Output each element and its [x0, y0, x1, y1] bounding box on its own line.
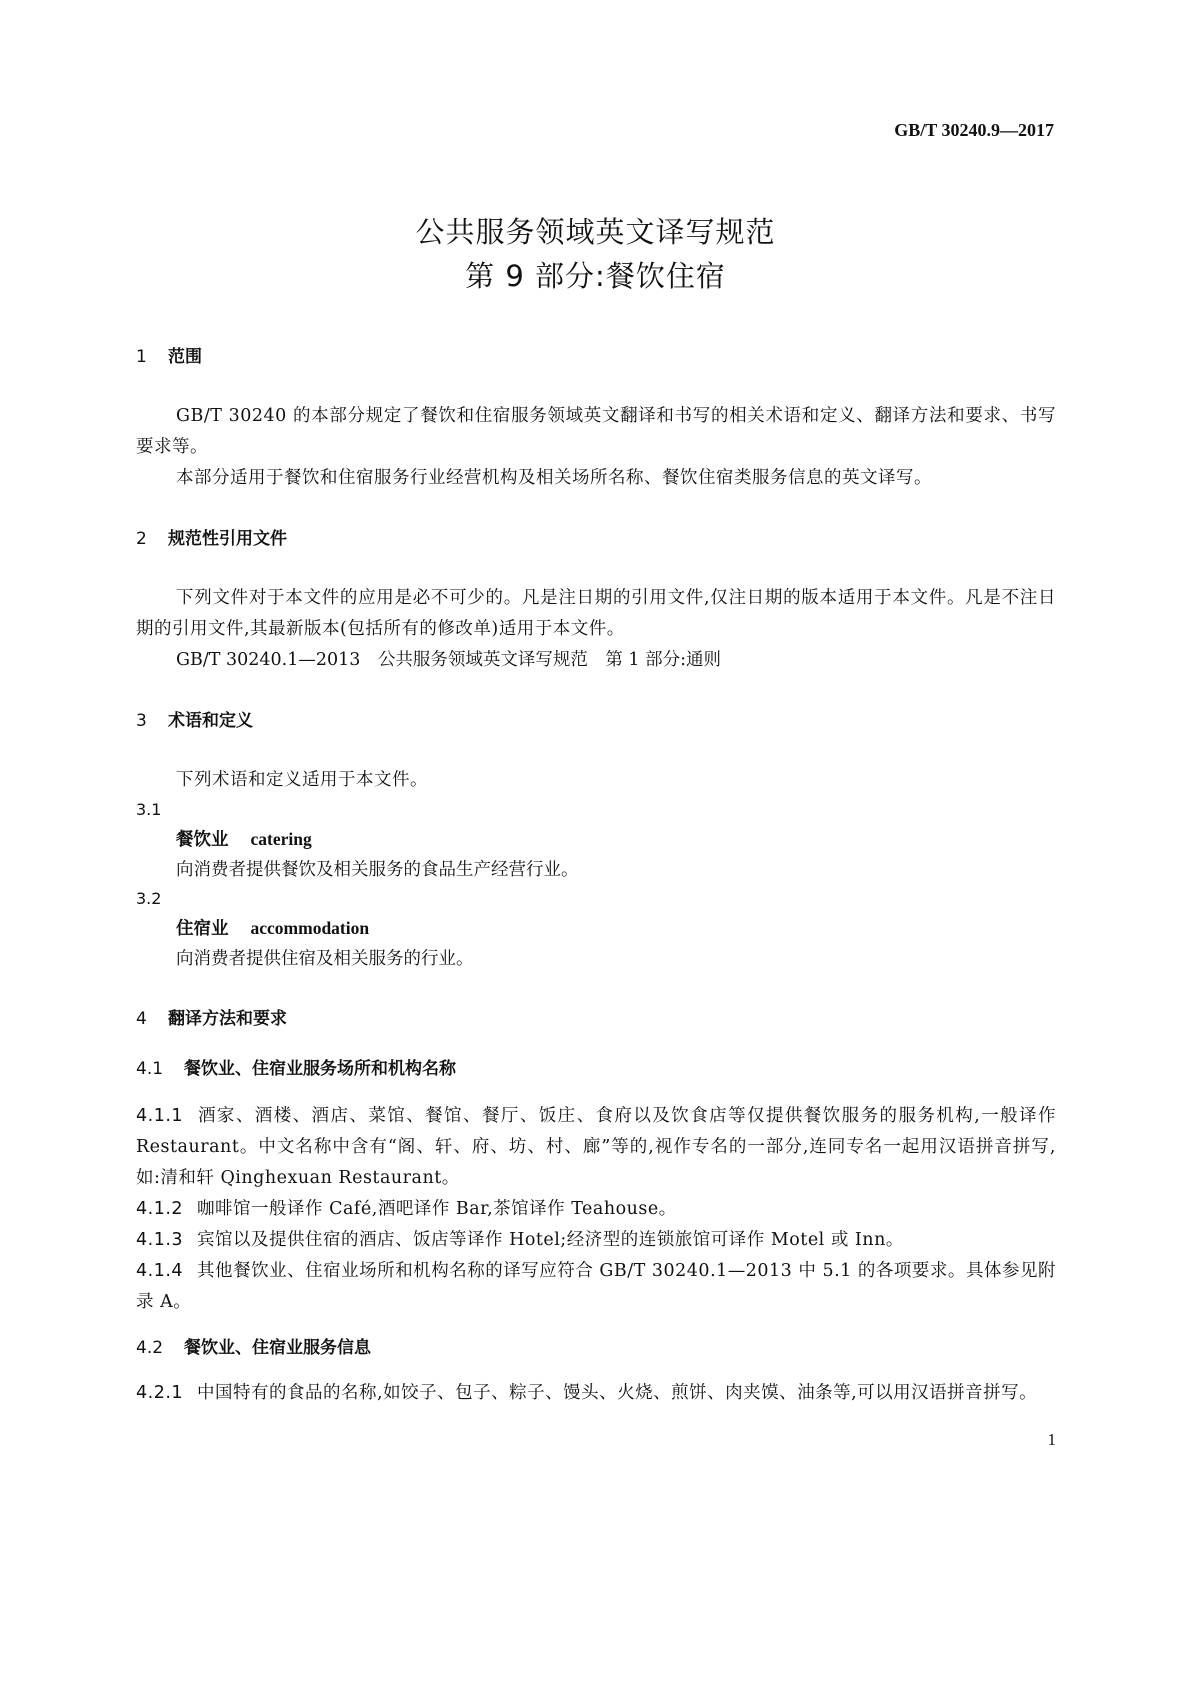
clause-text: 宾馆以及提供住宿的酒店、饭店等译作 Hotel;经济型的连锁旅馆可译作 Motel 或 Inn。 [197, 1230, 904, 1250]
title-line-1: 公共服务领域英文译写规范 [415, 215, 776, 249]
clause-text: 咖啡馆一般译作 Café,酒吧译作 Bar,茶馆译作 Teahouse。 [197, 1199, 677, 1219]
paragraph: GB/T 30240 的本部分规定了餐饮和住宿服务领域英文翻译和书写的相关术语和定义、翻译方法和要求、书写要求等。 [136, 406, 1056, 457]
section-number: 4 [136, 1009, 147, 1029]
subsection-title: 餐饮业、住宿业服务信息 [184, 1338, 371, 1358]
subsection-heading-4-2 [136, 1336, 1056, 1360]
clause-4-1-3 [136, 1225, 1056, 1256]
section-title: 规范性引用文件 [168, 529, 287, 549]
document-body [136, 345, 1056, 1409]
term-definition: 向消费者提供住宿及相关服务的行业。 [176, 949, 474, 969]
subsection-title: 餐饮业、住宿业服务场所和机构名称 [184, 1059, 456, 1079]
term-definition: 向消费者提供餐饮及相关服务的食品生产经营行业。 [176, 860, 579, 880]
section-number: 3 [136, 711, 147, 731]
clause-text: 酒家、酒楼、酒店、菜馆、餐馆、餐厅、饭庄、食府以及饮食店等仅提供餐饮服务的服务机构,一般译作 Restaurant。中文名称中含有“阁、轩、府、坊、村、廊”等的,视作专名的一部分,连同专名一起用汉语拼音拼写,如:清和轩 Qinghexuan Restaurant。 [136, 1106, 1056, 1188]
term-number: 3.1 [136, 800, 162, 819]
clause-text: 其他餐饮业、住宿业场所和机构名称的译写应符合 GB/T 30240.1—2013 中 5.1 的各项要求。具体参见附录 A。 [136, 1261, 1056, 1312]
clause-number: 4.1.4 [136, 1261, 184, 1281]
document-title [0, 210, 1191, 298]
section-title: 范围 [168, 347, 202, 367]
paragraph: 下列术语和定义适用于本文件。 [176, 770, 428, 790]
term-entry [136, 824, 1056, 855]
clause-number: 4.1.2 [136, 1199, 184, 1219]
section-heading-4 [136, 1007, 1056, 1031]
subsection-number: 4.2 [136, 1338, 164, 1358]
subsection-number: 4.1 [136, 1059, 164, 1079]
subsection-heading-4-1 [136, 1057, 1056, 1081]
section-title: 翻译方法和要求 [168, 1009, 287, 1029]
term-name: 住宿业 [176, 919, 229, 939]
page-number: 1 [1047, 1430, 1056, 1449]
term-entry [136, 913, 1056, 944]
clause-4-1-1 [136, 1101, 1056, 1194]
clause-number: 4.1.3 [136, 1230, 184, 1250]
standard-code: GB/T 30240.9—2017 [894, 120, 1054, 140]
term-name: 餐饮业 [176, 830, 229, 850]
term-english: catering [250, 829, 312, 849]
clause-4-2-1 [136, 1378, 1056, 1409]
paragraph: 本部分适用于餐饮和住宿服务行业经营机构及相关场所名称、餐饮住宿类服务信息的英文译写。 [176, 468, 932, 488]
section-heading-2 [136, 527, 1056, 551]
section-heading-1 [136, 345, 1056, 369]
clause-text: 中国特有的食品的名称,如饺子、包子、粽子、馒头、火烧、煎饼、肉夹馍、油条等,可以用汉语拼音拼写。 [197, 1383, 1038, 1403]
clause-number: 4.1.1 [136, 1106, 184, 1126]
normative-reference: GB/T 30240.1—2013 公共服务领域英文译写规范 第 1 部分:通则 [176, 650, 722, 670]
clause-4-1-4 [136, 1256, 1056, 1318]
term-english: accommodation [250, 918, 370, 938]
section-number: 1 [136, 347, 147, 367]
clause-4-1-2 [136, 1194, 1056, 1225]
section-title: 术语和定义 [168, 711, 253, 731]
term-number: 3.2 [136, 889, 162, 908]
paragraph: 下列文件对于本文件的应用是必不可少的。凡是注日期的引用文件,仅注日期的版本适用于本文件。凡是不注日期的引用文件,其最新版本(包括所有的修改单)适用于本文件。 [136, 588, 1056, 639]
title-line-2: 第 9 部分:餐饮住宿 [465, 259, 726, 293]
section-heading-3 [136, 709, 1056, 733]
clause-number: 4.2.1 [136, 1383, 184, 1403]
section-number: 2 [136, 529, 147, 549]
